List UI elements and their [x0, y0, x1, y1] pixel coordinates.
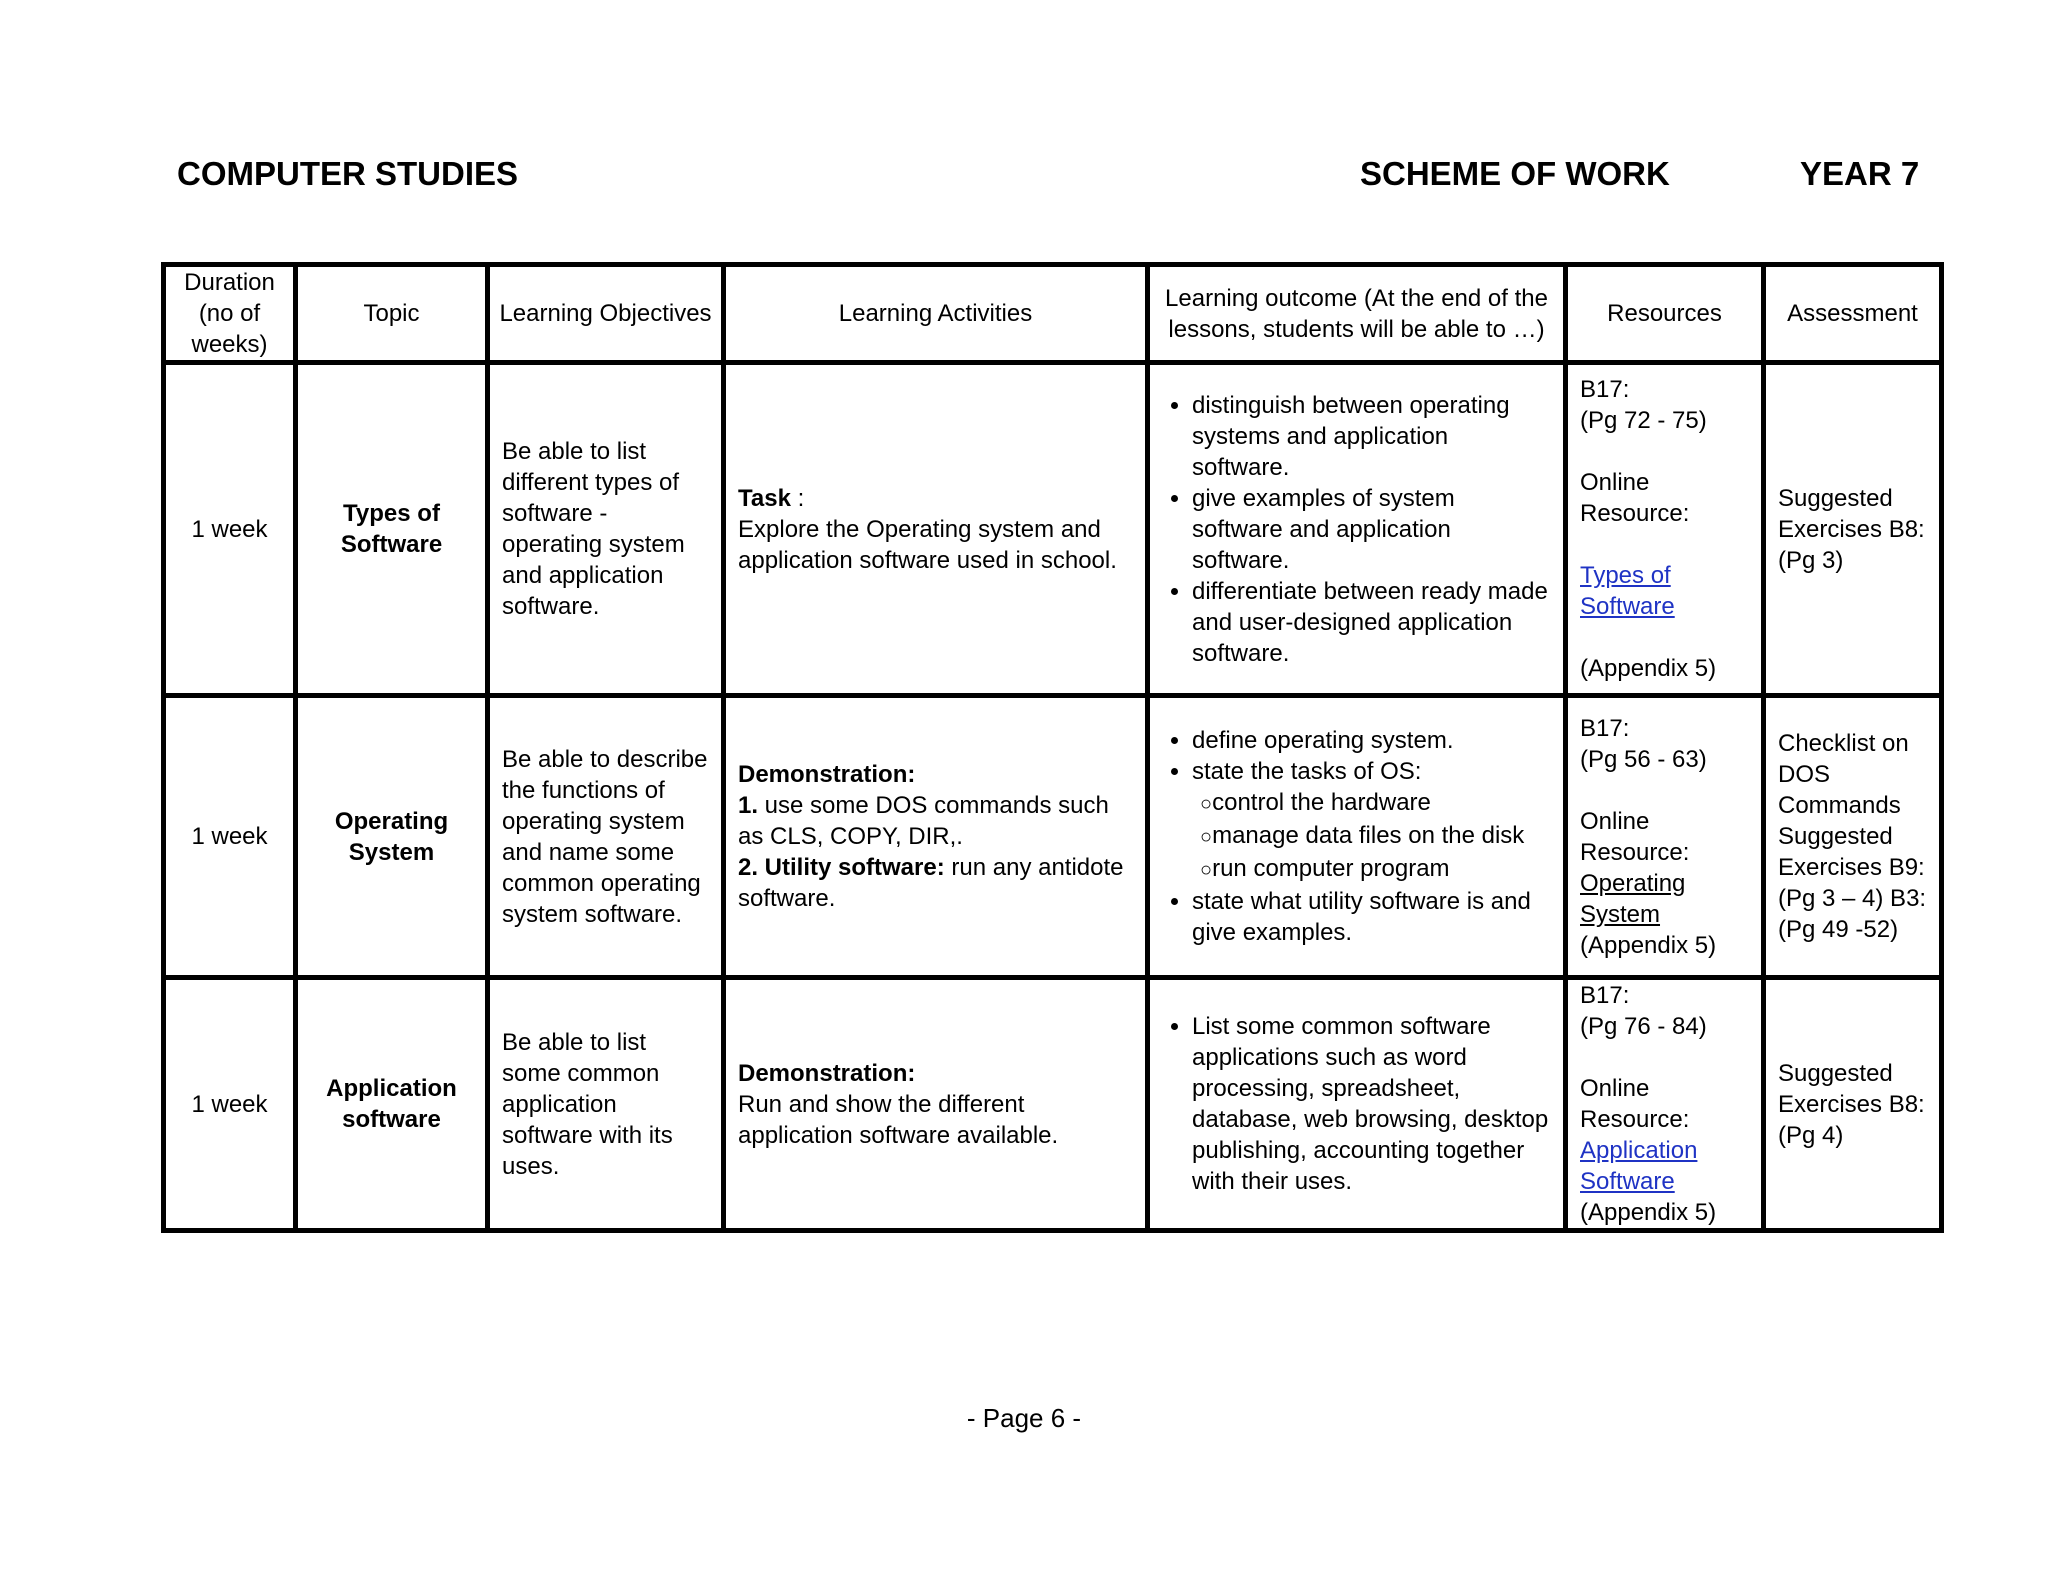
outcomes-list: [1162, 1011, 1551, 1197]
objectives-cell: Be able to list different types of software - operating system and application software.: [488, 363, 724, 696]
activity-label: Task: [738, 484, 791, 512]
activity-label-suffix: :: [790, 484, 805, 512]
resource-pages: (Pg 56 - 63): [1580, 745, 1707, 773]
outcome-item: • List some common software applications such as word processing, spreadsheet, database, web browsing, desktop publishing, accounting together with their uses.: [1192, 1011, 1551, 1197]
duration-cell: 1 week: [164, 363, 296, 696]
outcome-sublist: [1192, 787, 1551, 886]
outcome-subitem: ○ control the hardware: [1200, 787, 1551, 820]
resources-cell: [1566, 696, 1764, 978]
year-label: YEAR 7: [1800, 155, 1920, 192]
topic-cell: Application software: [296, 978, 488, 1231]
topic-cell: Types of Software: [296, 363, 488, 696]
table-row: [164, 696, 1942, 978]
online-resource-label: Online Resource:: [1580, 469, 1690, 527]
resources-cell: [1566, 363, 1764, 696]
outcome-subitem: ○ manage data files on the disk: [1200, 820, 1551, 853]
activity-item-label: 2. Utility software:: [738, 854, 945, 881]
activity-item-text: use some DOS commands such as CLS, COPY, DIR,.: [738, 792, 1109, 850]
activity-text: Explore the Operating system and application software used in school.: [738, 515, 1117, 574]
scheme-of-work-table: [161, 262, 1944, 1233]
online-resource-label: Online Resource:: [1580, 807, 1690, 866]
activities-cell: [724, 696, 1148, 978]
assessment-cell: Checklist on DOS Commands Suggested Exercises B9: (Pg 3 – 4) B3: (Pg 49 -52): [1764, 696, 1942, 978]
column-header-assessment: Assessment: [1764, 265, 1942, 363]
activities-cell: [724, 978, 1148, 1231]
column-header-topic: Topic: [296, 265, 488, 363]
activity-text: Run and show the different application software available.: [738, 1090, 1059, 1149]
resource-appendix: (Appendix 5): [1580, 931, 1717, 959]
document-title: SCHEME OF WORK: [1360, 155, 1670, 192]
outcomes-cell: [1148, 978, 1566, 1231]
resource-link-application-software[interactable]: Application Software: [1580, 1137, 1698, 1195]
column-header-resources: Resources: [1566, 265, 1764, 363]
table-row: [164, 978, 1942, 1231]
topic-cell: Operating System: [296, 696, 488, 978]
outcomes-list: [1162, 725, 1551, 948]
outcome-item: • distinguish between operating systems and application software.: [1192, 390, 1551, 483]
outcome-item: • state what utility software is and give examples.: [1192, 886, 1551, 948]
resource-pages: (Pg 72 - 75): [1580, 407, 1707, 434]
resource-ref: B17:: [1580, 376, 1630, 403]
column-header-outcome: Learning outcome (At the end of the lessons, students will be able to …): [1148, 265, 1566, 363]
assessment-cell: Suggested Exercises B8: (Pg 4): [1764, 978, 1942, 1231]
outcome-item: • differentiate between ready made and user-designed application software.: [1192, 576, 1551, 669]
column-header-duration: Duration (no of weeks): [164, 265, 296, 363]
table-row: [164, 363, 1942, 696]
outcome-item-text: state the tasks of OS:: [1192, 758, 1422, 785]
duration-cell: 1 week: [164, 696, 296, 978]
header-row: [164, 265, 1942, 363]
duration-cell: 1 week: [164, 978, 296, 1231]
resource-pages: (Pg 76 - 84): [1580, 1013, 1707, 1040]
activity-item-text: run any antidote software.: [738, 854, 1124, 912]
outcome-item: • define operating system.: [1192, 725, 1551, 756]
objectives-cell: Be able to describe the functions of operating system and name some common operating system software.: [488, 696, 724, 978]
resource-link-types-of-software[interactable]: Types of Software: [1580, 562, 1675, 620]
column-header-activities: Learning Activities: [724, 265, 1148, 363]
resource-appendix: (Appendix 5): [1580, 655, 1717, 682]
assessment-cell: Suggested Exercises B8: (Pg 3): [1764, 363, 1942, 696]
activities-cell: [724, 363, 1148, 696]
online-resource-label: Online Resource:: [1580, 1075, 1690, 1133]
outcome-subitem: ○ run computer program: [1200, 853, 1551, 886]
outcomes-cell: [1148, 696, 1566, 978]
page-number: - Page 6 -: [966, 1403, 1082, 1433]
outcomes-cell: [1148, 363, 1566, 696]
objectives-cell: Be able to list some common application software with its uses.: [488, 978, 724, 1231]
activity-label: Demonstration:: [738, 1059, 916, 1087]
activity-item-number: 1.: [738, 792, 759, 819]
column-header-objectives: Learning Objectives: [488, 265, 724, 363]
resource-ref: B17:: [1580, 714, 1630, 742]
resources-cell: [1566, 978, 1764, 1231]
outcome-item: • give examples of system software and application software.: [1192, 483, 1551, 576]
resource-appendix: (Appendix 5): [1580, 1199, 1717, 1226]
resource-ref: B17:: [1580, 982, 1630, 1009]
resource-link-operating-system[interactable]: Operating System: [1580, 869, 1686, 928]
outcomes-list: [1162, 390, 1551, 669]
subject-title: COMPUTER STUDIES: [177, 155, 519, 192]
outcome-item: [1192, 756, 1551, 886]
activity-label: Demonstration:: [738, 761, 916, 788]
